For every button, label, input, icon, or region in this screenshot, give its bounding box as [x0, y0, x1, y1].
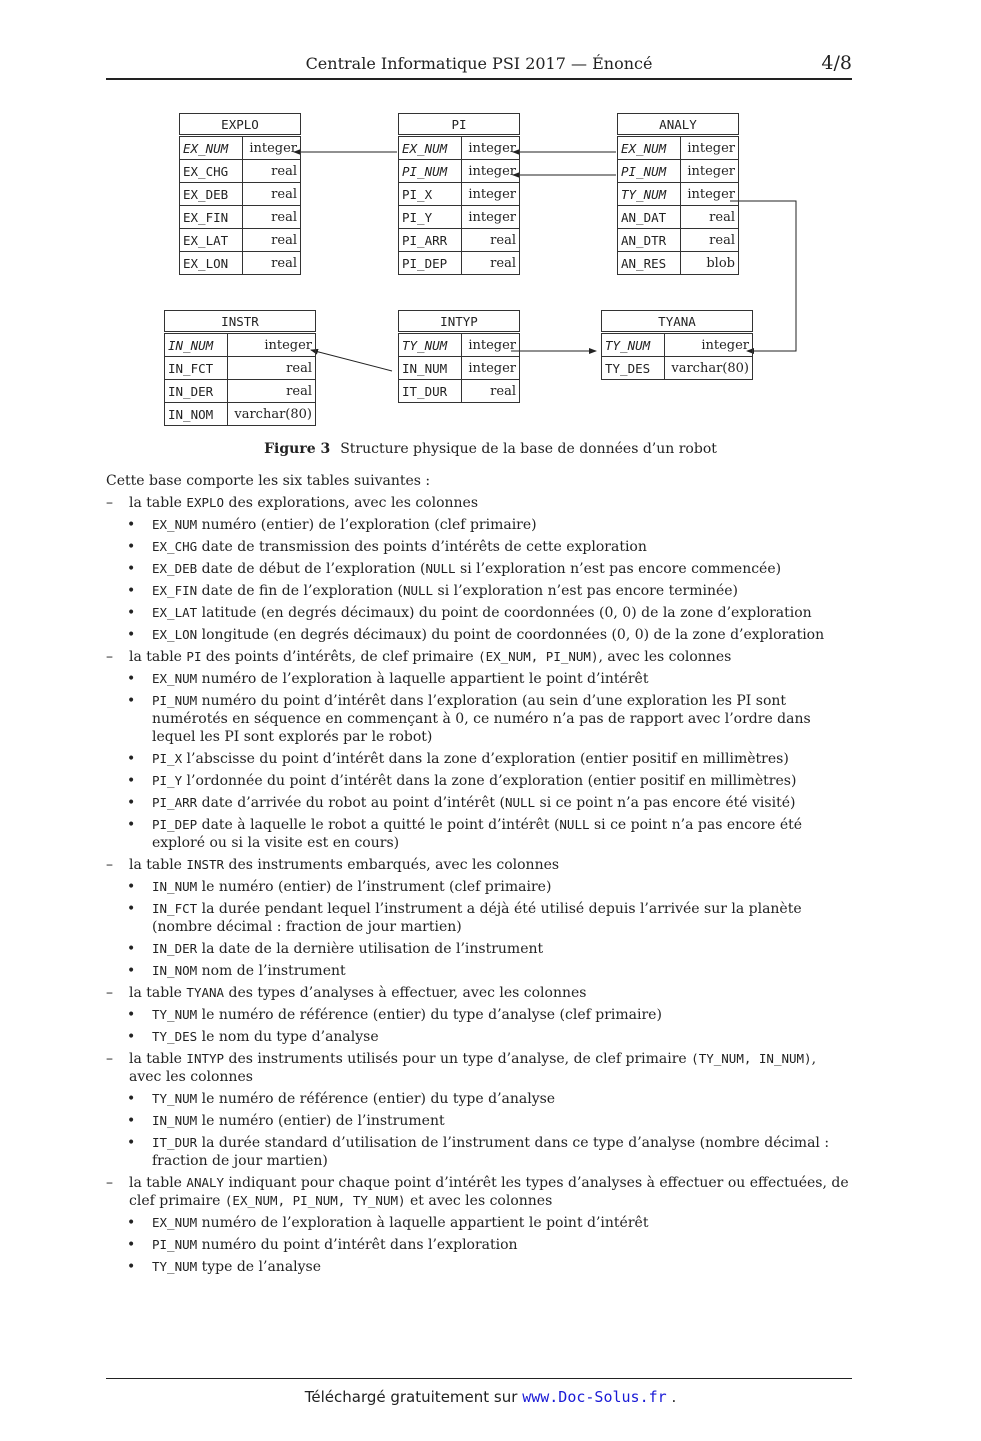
field-type: integer	[462, 333, 520, 357]
table-row	[399, 357, 520, 380]
text-run: le numéro de référence (entier) du type d’analyse	[197, 1091, 556, 1107]
text-run: la table	[129, 649, 187, 665]
text-run: date de transmission des points d’intérêts de cette exploration	[197, 539, 647, 555]
table-header	[165, 311, 316, 333]
field-type: real	[681, 229, 739, 252]
table-row	[165, 357, 316, 380]
dash-marker: –	[106, 1051, 113, 1067]
code-term: IN_NOM	[152, 963, 198, 978]
field-name: EX_NUM	[618, 136, 681, 160]
bullet-icon: •	[127, 795, 136, 811]
table-name: INSTR	[165, 311, 316, 333]
dash-marker: –	[106, 1175, 113, 1191]
column-description	[106, 626, 852, 644]
footer-text: Téléchargé gratuitement sur	[304, 1388, 518, 1406]
code-term: NULL	[504, 795, 536, 810]
field-name: PI_X	[399, 183, 462, 206]
bullet-icon: •	[127, 817, 136, 833]
code-term: EXPLO	[186, 495, 225, 510]
code-term: TY_NUM	[152, 1259, 198, 1274]
table-name: EXPLO	[180, 114, 301, 136]
code-term: EX_LAT	[152, 605, 198, 620]
field-type: real	[462, 380, 520, 403]
field-name: EX_NUM	[399, 136, 462, 160]
bullet-icon: •	[127, 627, 136, 643]
text-run: des instruments embarqués, avec les colonnes	[224, 857, 560, 873]
field-name: TY_NUM	[399, 333, 462, 357]
code-term: TYANA	[186, 985, 225, 1000]
field-name: AN_DTR	[618, 229, 681, 252]
code-term: ANALY	[186, 1175, 225, 1190]
code-term: EX_LON	[152, 627, 198, 642]
field-type: real	[681, 206, 739, 229]
code-term: IN_NUM	[152, 879, 198, 894]
text-run: latitude (en degrés décimaux) du point de coordonnées (0, 0) de la zone d’exploration	[197, 605, 812, 621]
text-run: le numéro (entier) de l’instrument (clef primaire)	[197, 879, 552, 895]
table-row	[618, 252, 739, 275]
bullet-icon: •	[127, 963, 136, 979]
column-description	[106, 1236, 852, 1254]
table-description	[106, 1174, 852, 1210]
table-row	[618, 183, 739, 206]
field-type: integer	[681, 136, 739, 160]
code-term: TY_NUM	[152, 1007, 198, 1022]
bullet-icon: •	[127, 1091, 136, 1107]
field-name: IT_DUR	[399, 380, 462, 403]
field-type: integer	[462, 183, 520, 206]
field-name: IN_FCT	[165, 357, 228, 380]
table-row	[180, 160, 301, 183]
text-run: la date de la dernière utilisation de l’instrument	[197, 941, 544, 957]
field-type: integer	[681, 183, 739, 206]
field-name: IN_DER	[165, 380, 228, 403]
table-pi	[398, 113, 520, 275]
bullet-icon: •	[127, 1113, 136, 1129]
table-row	[165, 380, 316, 403]
field-name: AN_DAT	[618, 206, 681, 229]
table-description	[106, 494, 852, 512]
field-type: integer	[462, 160, 520, 183]
code-term: NULL	[402, 583, 434, 598]
field-type: real	[243, 183, 301, 206]
body-text	[106, 472, 852, 1276]
text-run: indiquant pour chaque point d’intérêt les types d’analyses à effectuer ou effectuées, de clef primaire	[129, 1175, 849, 1209]
figure-caption	[0, 441, 981, 457]
dash-marker: –	[106, 857, 113, 873]
text-run: la table	[129, 857, 187, 873]
field-type: varchar(80)	[665, 357, 753, 380]
field-name: TY_NUM	[602, 333, 665, 357]
column-description	[106, 516, 852, 534]
header-title: Centrale Informatique PSI 2017 — Énoncé	[305, 54, 653, 73]
table-row	[399, 160, 520, 183]
field-name: PI_ARR	[399, 229, 462, 252]
field-type: integer	[462, 357, 520, 380]
code-term: TY_NUM	[152, 1091, 198, 1106]
field-type: real	[243, 252, 301, 275]
text-run: si ce point n’a pas encore été exploré ou si la visite est en cours)	[152, 817, 803, 851]
text-run: numéro du point d’intérêt dans l’exploration (au sein d’une exploration les PI sont numérotés en séquence en commençant à 0, ce numéro n’a pas de rapport avec l’ordre dans lequel les PI sont explorés par le robot)	[152, 693, 811, 745]
bullet-icon: •	[127, 671, 136, 687]
table-name: INTYP	[399, 311, 520, 333]
table-description	[106, 1050, 852, 1086]
text-run: numéro (entier) de l’exploration (clef primaire)	[197, 517, 537, 533]
table-header	[602, 311, 753, 333]
field-type: integer	[228, 333, 316, 357]
text-run: si l’exploration n’est pas encore terminée)	[433, 583, 738, 599]
text-run: type de l’analyse	[197, 1259, 322, 1275]
field-type: real	[243, 160, 301, 183]
table-description	[106, 856, 852, 874]
code-term: EX_FIN	[152, 583, 198, 598]
bullet-icon: •	[127, 1215, 136, 1231]
field-name: EX_LAT	[180, 229, 243, 252]
field-type: integer	[681, 160, 739, 183]
text-run: si l’exploration n’est pas encore commencée)	[455, 561, 782, 577]
table-row	[180, 183, 301, 206]
code-term: EX_NUM	[152, 671, 198, 686]
bullet-icon: •	[127, 901, 136, 917]
field-name: EX_NUM	[180, 136, 243, 160]
field-name: PI_NUM	[399, 160, 462, 183]
table-analy	[617, 113, 739, 275]
table-row	[399, 333, 520, 357]
table-row	[180, 136, 301, 160]
column-description	[106, 1028, 852, 1046]
table-header	[399, 114, 520, 136]
field-type: real	[462, 252, 520, 275]
table-row	[602, 357, 753, 380]
text-run: nom de l’instrument	[197, 963, 346, 979]
footer-suffix: .	[666, 1388, 677, 1406]
column-description	[106, 1090, 852, 1108]
column-description	[106, 940, 852, 958]
text-run: la table	[129, 1175, 187, 1191]
code-term: IT_DUR	[152, 1135, 198, 1150]
bullet-icon: •	[127, 1029, 136, 1045]
bullet-icon: •	[127, 773, 136, 789]
code-term: PI_NUM	[152, 1237, 198, 1252]
bullet-icon: •	[127, 941, 136, 957]
table-header	[399, 311, 520, 333]
table-name: TYANA	[602, 311, 753, 333]
text-run: des points d’intérêts, de clef primaire	[201, 649, 479, 665]
field-type: blob	[681, 252, 739, 275]
column-description	[106, 560, 852, 578]
column-description	[106, 604, 852, 622]
table-intyp	[398, 310, 520, 403]
column-description	[106, 1112, 852, 1130]
bullet-icon: •	[127, 879, 136, 895]
column-description	[106, 692, 852, 746]
code-term: EX_DEB	[152, 561, 198, 576]
bullet-icon: •	[127, 583, 136, 599]
table-row	[180, 252, 301, 275]
field-name: IN_NOM	[165, 403, 228, 426]
page-footer	[0, 1388, 981, 1406]
code-term: INTYP	[186, 1051, 225, 1066]
field-name: PI_Y	[399, 206, 462, 229]
code-term: NULL	[559, 817, 590, 832]
column-description	[106, 772, 852, 790]
code-term: PI_NUM	[152, 693, 198, 708]
table-row	[618, 206, 739, 229]
code-term: IN_DER	[152, 941, 198, 956]
text-run: des types d’analyses à effectuer, avec les colonnes	[224, 985, 587, 1001]
field-name: TY_NUM	[618, 183, 681, 206]
code-term: EX_NUM	[152, 1215, 198, 1230]
caption-text: Structure physique de la base de données d’un robot	[340, 441, 717, 457]
code-term: TY_DES	[152, 1029, 198, 1044]
text-run: , avec les colonnes	[129, 1051, 817, 1085]
text-run: longitude (en degrés décimaux) du point de coordonnées (0, 0) de la zone d’exploration	[197, 627, 825, 643]
bullet-icon: •	[127, 1007, 136, 1023]
relation-intyp-instr	[311, 350, 392, 371]
field-type: real	[228, 380, 316, 403]
column-description	[106, 1258, 852, 1276]
column-description	[106, 878, 852, 896]
table-name: PI	[399, 114, 520, 136]
text-run: , avec les colonnes	[598, 649, 732, 665]
field-type: integer	[243, 136, 301, 160]
code-term: (TY_NUM, IN_NUM)	[691, 1051, 812, 1066]
table-row	[399, 206, 520, 229]
code-term: (EX_NUM, PI_NUM)	[478, 649, 599, 664]
table-row	[399, 252, 520, 275]
bullet-icon: •	[127, 1237, 136, 1253]
table-header	[618, 114, 739, 136]
text-run: l’ordonnée du point d’intérêt dans la zone d’exploration (entier positif en millimètres)	[182, 773, 797, 789]
column-description	[106, 582, 852, 600]
page-number: 4/8	[821, 52, 852, 74]
field-type: real	[228, 357, 316, 380]
footer-rule	[106, 1378, 852, 1379]
text-run: numéro de l’exploration à laquelle appartient le point d’intérêt	[197, 671, 649, 687]
caption-label: Figure 3	[264, 441, 331, 457]
bullet-icon: •	[127, 605, 136, 621]
bullet-icon: •	[127, 539, 136, 555]
text-run: le numéro (entier) de l’instrument	[197, 1113, 445, 1129]
bullet-icon: •	[127, 693, 136, 709]
text-run: la table	[129, 985, 187, 1001]
column-description	[106, 1134, 852, 1170]
code-term: PI_DEP	[152, 817, 198, 832]
table-name: ANALY	[618, 114, 739, 136]
code-term: PI_Y	[152, 773, 183, 788]
table-descriptions	[106, 494, 852, 1276]
field-name: PI_NUM	[618, 160, 681, 183]
column-description	[106, 794, 852, 812]
field-name: AN_RES	[618, 252, 681, 275]
code-term: IN_NUM	[152, 1113, 198, 1128]
intro-text: Cette base comporte les six tables suivantes :	[106, 473, 431, 489]
column-description	[106, 538, 852, 556]
text-run: numéro du point d’intérêt dans l’exploration	[197, 1237, 518, 1253]
dash-marker: –	[106, 495, 113, 511]
text-run: et avec les colonnes	[405, 1193, 553, 1209]
table-row	[165, 333, 316, 357]
code-term: IN_FCT	[152, 901, 198, 916]
table-row	[602, 333, 753, 357]
field-type: integer	[462, 136, 520, 160]
footer-link[interactable]: www.Doc-Solus.fr	[522, 1388, 667, 1406]
dash-marker: –	[106, 649, 113, 665]
text-run: des instruments utilisés pour un type d’analyse, de clef primaire	[224, 1051, 692, 1067]
code-term: (EX_NUM, PI_NUM, TY_NUM)	[224, 1193, 406, 1208]
table-row	[618, 160, 739, 183]
table-explo	[179, 113, 301, 275]
field-type: real	[243, 206, 301, 229]
column-description	[106, 900, 852, 936]
table-row	[165, 403, 316, 426]
column-description	[106, 750, 852, 768]
text-run: numéro de l’exploration à laquelle appartient le point d’intérêt	[197, 1215, 649, 1231]
text-run: l’abscisse du point d’intérêt dans la zone d’exploration (entier positif en millimètres)	[182, 751, 789, 767]
table-row	[180, 229, 301, 252]
code-term: PI	[186, 649, 202, 664]
table-row	[399, 183, 520, 206]
field-type: real	[243, 229, 301, 252]
text-run: le nom du type d’analyse	[197, 1029, 379, 1045]
field-name: EX_CHG	[180, 160, 243, 183]
field-name: IN_NUM	[399, 357, 462, 380]
text-run: le numéro de référence (entier) du type d’analyse (clef primaire)	[197, 1007, 662, 1023]
text-run: la table	[129, 495, 187, 511]
bullet-icon: •	[127, 751, 136, 767]
dash-marker: –	[106, 985, 113, 1001]
text-run: date de début de l’exploration (	[197, 561, 426, 577]
field-name: EX_FIN	[180, 206, 243, 229]
code-term: EX_CHG	[152, 539, 198, 554]
table-row	[618, 136, 739, 160]
field-name: EX_DEB	[180, 183, 243, 206]
code-term: EX_NUM	[152, 517, 198, 532]
text-run: date à laquelle le robot a quitté le point d’intérêt (	[197, 817, 560, 833]
text-run: date d’arrivée du robot au point d’intérêt (	[197, 795, 505, 811]
field-type: integer	[462, 206, 520, 229]
table-header	[180, 114, 301, 136]
table-row	[180, 206, 301, 229]
field-name: PI_DEP	[399, 252, 462, 275]
text-run: des explorations, avec les colonnes	[224, 495, 479, 511]
code-term: NULL	[425, 561, 456, 576]
column-description	[106, 816, 852, 852]
table-description	[106, 984, 852, 1002]
column-description	[106, 1006, 852, 1024]
bullet-icon: •	[127, 517, 136, 533]
table-instr	[164, 310, 316, 426]
field-type: integer	[665, 333, 753, 357]
text-run: la durée standard d’utilisation de l’instrument dans ce type d’analyse (nombre décimal : fraction de jour martien)	[152, 1135, 830, 1169]
code-term: INSTR	[186, 857, 225, 872]
table-row	[399, 136, 520, 160]
table-row	[618, 229, 739, 252]
bullet-icon: •	[127, 1135, 136, 1151]
text-run: date de fin de l’exploration (	[197, 583, 403, 599]
field-name: EX_LON	[180, 252, 243, 275]
table-row	[399, 380, 520, 403]
column-description	[106, 670, 852, 688]
field-type: real	[462, 229, 520, 252]
table-tyana	[601, 310, 753, 380]
text-run: si ce point n’a pas encore été visité)	[535, 795, 796, 811]
field-name: TY_DES	[602, 357, 665, 380]
column-description	[106, 962, 852, 980]
bullet-icon: •	[127, 561, 136, 577]
column-description	[106, 1214, 852, 1232]
code-term: PI_X	[152, 751, 183, 766]
text-run: la table	[129, 1051, 187, 1067]
bullet-icon: •	[127, 1259, 136, 1275]
code-term: PI_ARR	[152, 795, 198, 810]
field-name: IN_NUM	[165, 333, 228, 357]
table-row	[399, 229, 520, 252]
table-description	[106, 648, 852, 666]
field-type: varchar(80)	[228, 403, 316, 426]
text-run: la durée pendant lequel l’instrument a déjà été utilisé depuis l’arrivée sur la planète (nombre décimal : fraction de jour martien)	[152, 901, 802, 935]
